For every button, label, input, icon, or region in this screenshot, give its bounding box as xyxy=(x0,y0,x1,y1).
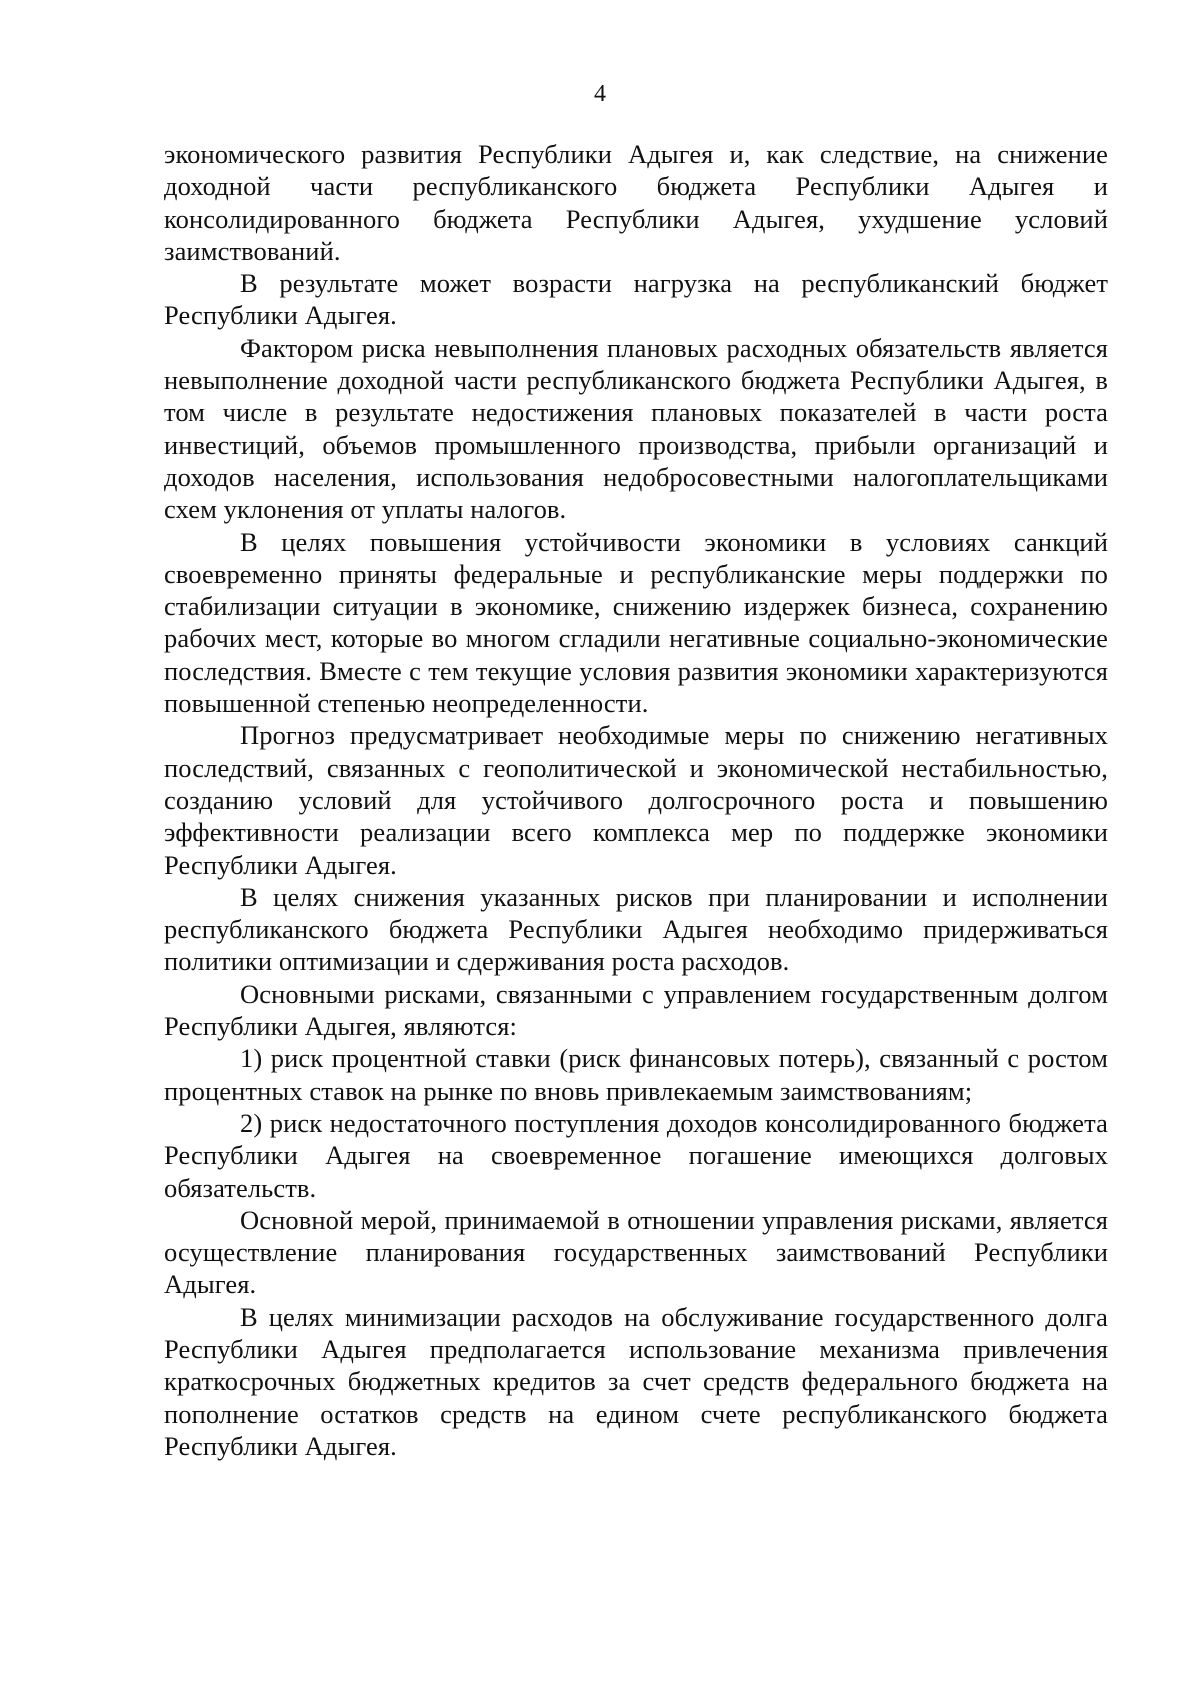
page-number: 4 xyxy=(594,81,606,107)
paragraph: В результате может возрасти нагрузка на республиканский бюджет Республики Адыгея. xyxy=(164,268,1108,331)
paragraph: Фактором риска невыполнения плановых расходных обязательств является невыполнение доходной части республиканского бюджета Республики Адыгея, в том числе в результате недостижения плановых показателей в части роста инвестиций, объемов промышленного производства, прибыли организаций и доходов населения, использования недобросовестными налогоплательщиками схем уклонения от уплаты налогов. xyxy=(164,332,1108,525)
paragraph-continuation: экономического развития Республики Адыгея и, как следствие, на снижение доходной части республиканского бюджета Республики Адыгея и консолидированного бюджета Республики Адыгея, ухудшение условий заимствований. xyxy=(164,139,1108,266)
paragraph: Прогноз предусматривает необходимые меры по снижению негативных последствий, связанных с геополитической и экономической нестабильностью, созданию условий для устойчивого долгосрочного роста и повышению эффективности реализации всего комплекса мер по поддержке экономики Республики Адыгея. xyxy=(164,720,1108,880)
list-item: 2) риск недостаточного поступления доходов консолидированного бюджета Республики Адыгея на своевременное погашение имеющихся долговых обязательств. xyxy=(164,1107,1108,1203)
paragraph: В целях повышения устойчивости экономики в условиях санкций своевременно приняты федеральные и республиканские меры поддержки по стабилизации ситуации в экономике, снижению издержек бизнеса, сохранению рабочих мест, которые во многом сгладили негативные социально-экономические последствия. Вместе с тем текущие условия развития экономики характеризуются повышенной степенью неопределенности. xyxy=(164,526,1108,719)
document-body xyxy=(164,138,1108,1462)
paragraph: Основными рисками, связанными с управлением государственным долгом Республики Адыгея, являются: xyxy=(164,978,1108,1042)
paragraph: В целях снижения указанных рисков при планировании и исполнении республиканского бюджета Республики Адыгея необходимо придерживаться политики оптимизации и сдерживания роста расходов. xyxy=(164,881,1108,977)
paragraph: Основной мерой, принимаемой в отношении управления рисками, является осуществление планирования государственных заимствований Республики Адыгея. xyxy=(164,1204,1108,1300)
list-item: 1) риск процентной ставки (риск финансовых потерь), связанный с ростом процентных ставок на рынке по вновь привлекаемым заимствованиям; xyxy=(164,1043,1108,1106)
paragraph: В целях минимизации расходов на обслуживание государственного долга Республики Адыгея предполагается использование механизма привлечения краткосрочных бюджетных кредитов за счет средств федерального бюджета на пополнение остатков средств на едином счете республиканского бюджета Республики Адыгея. xyxy=(164,1301,1108,1461)
